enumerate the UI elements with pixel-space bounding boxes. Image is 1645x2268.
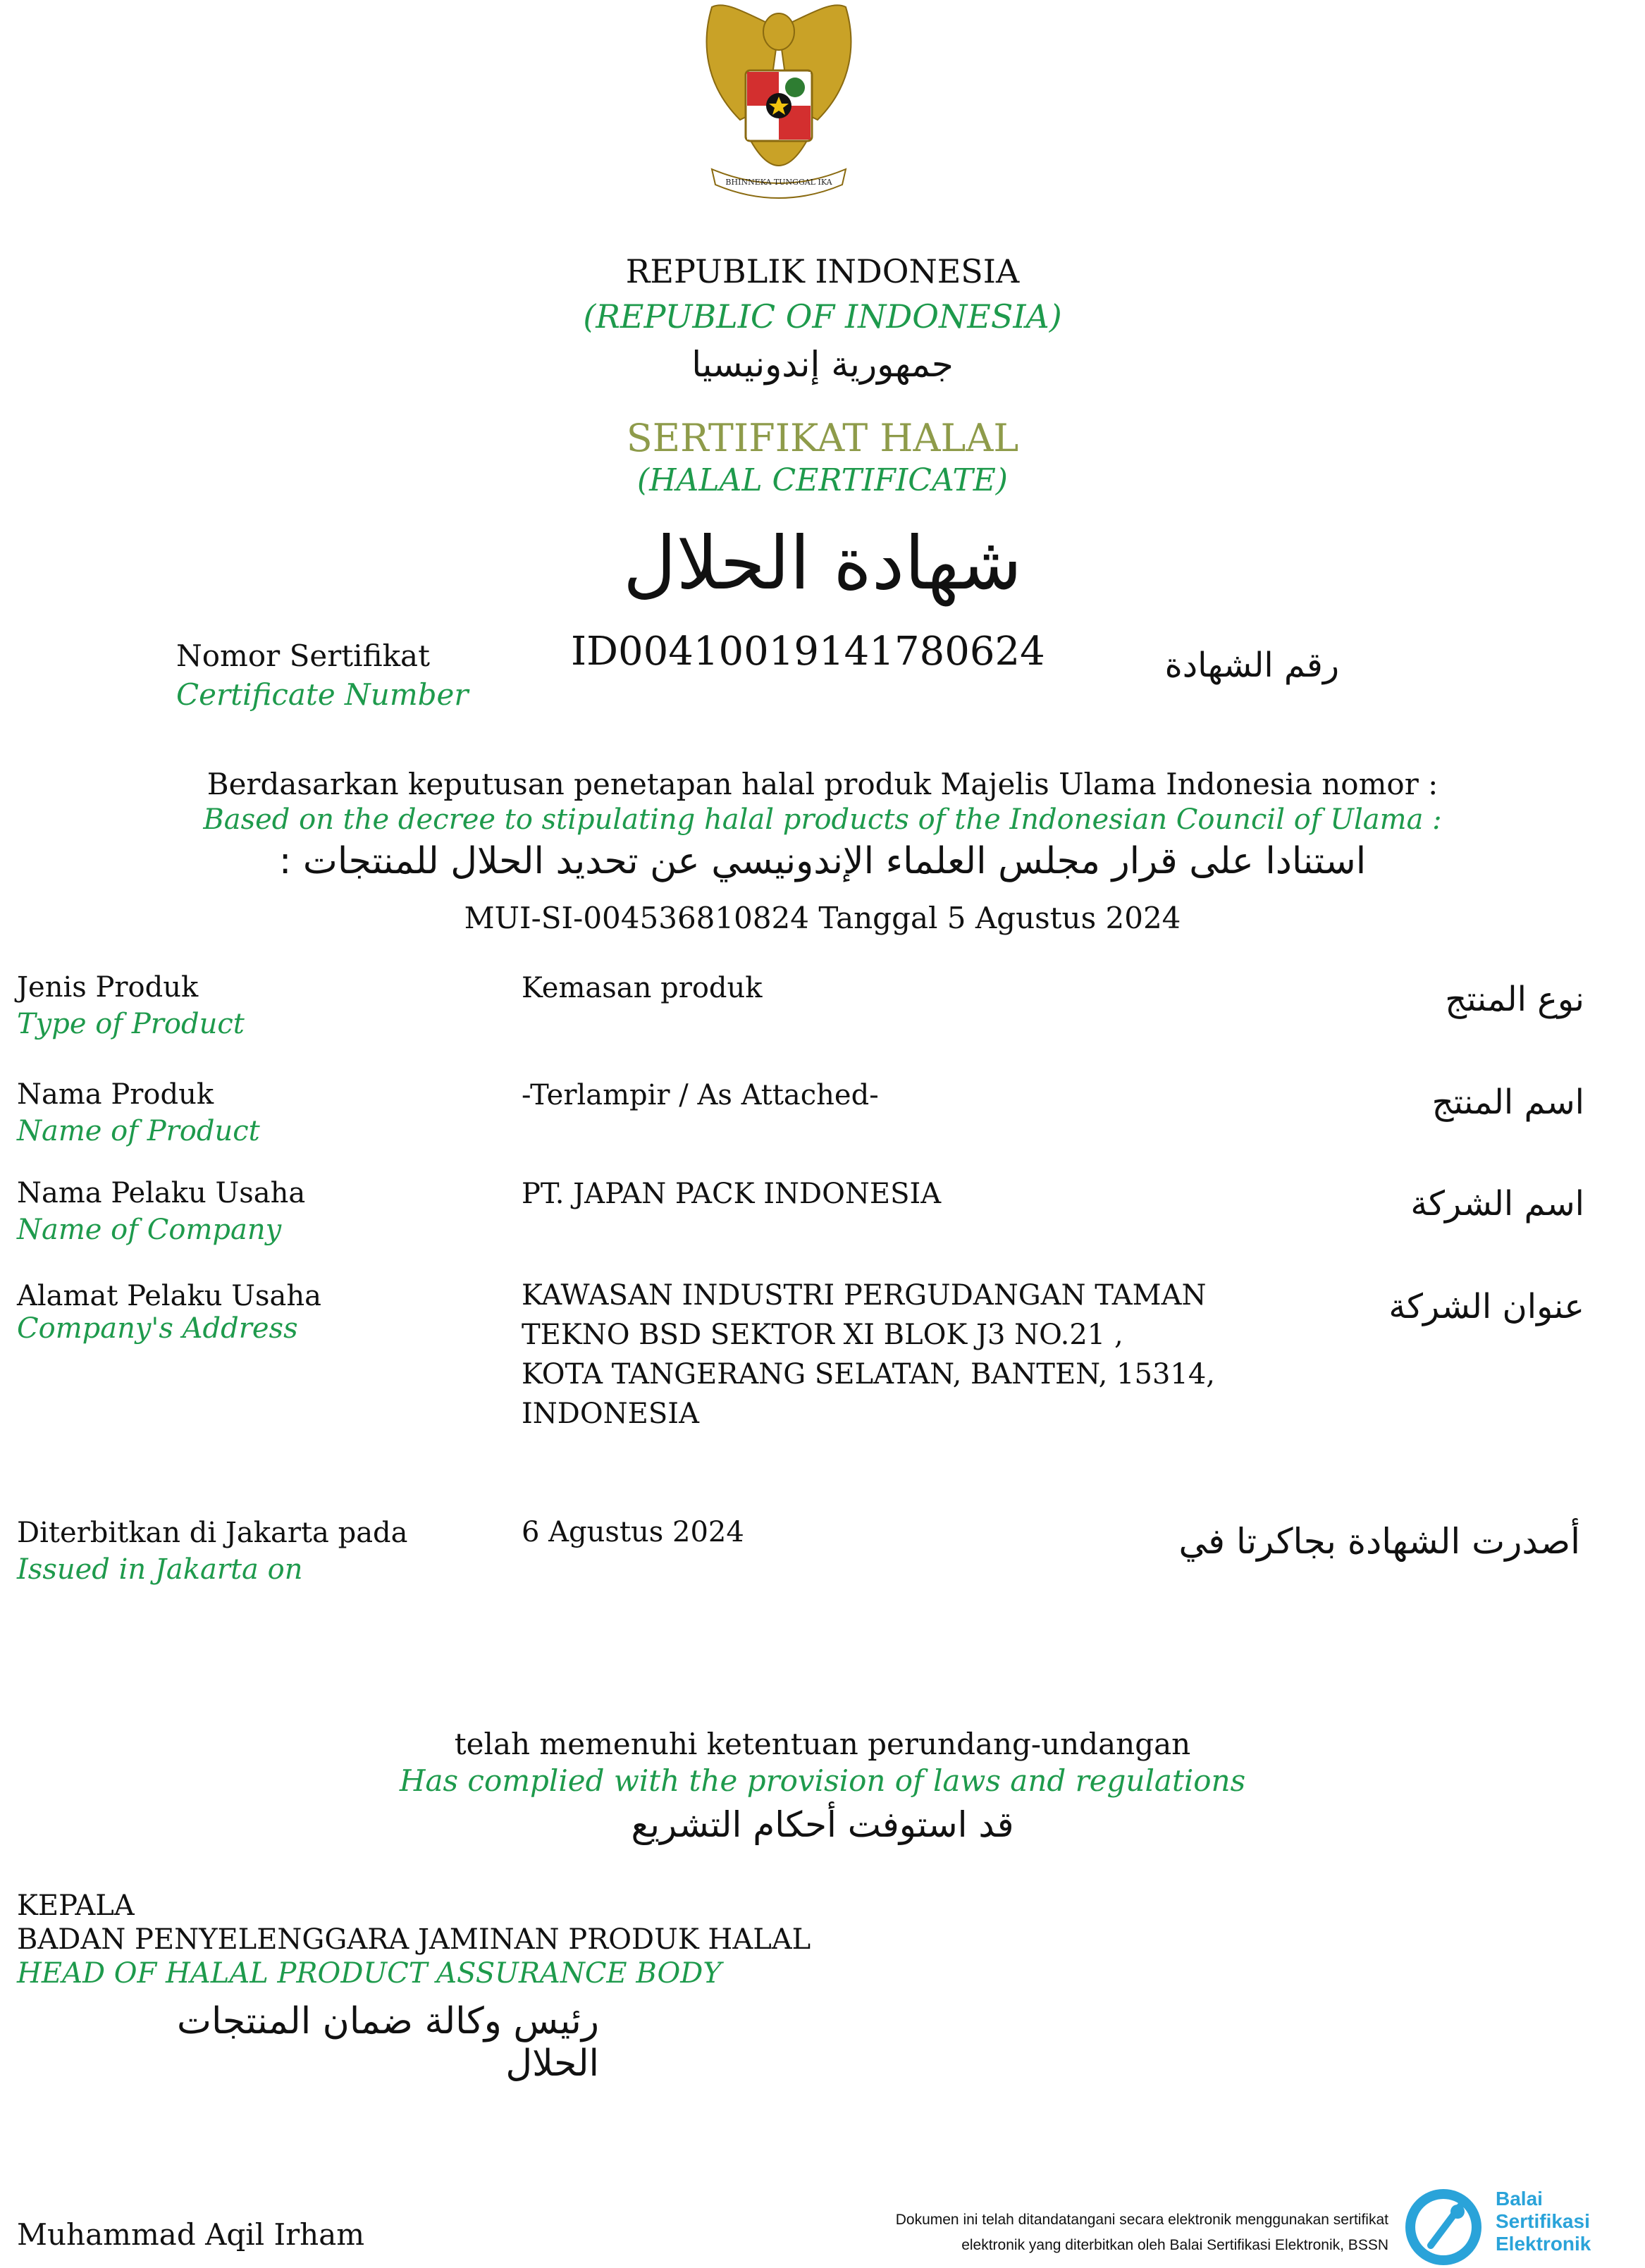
bsre-logo-icon <box>1403 2185 1487 2268</box>
electronic-signature-note <box>719 2207 1388 2258</box>
field-label <box>17 1177 305 1246</box>
compliance-line-id: telah memenuhi ketentuan perundang-undangan <box>454 1727 1191 1761</box>
note-line-2: elektronik yang diterbitkan oleh Balai Sertifikasi Elektronik, BSSN <box>961 2237 1388 2253</box>
field-value: -Terlampir / As Attached- <box>522 1079 879 1111</box>
certificate-number-label <box>176 639 468 712</box>
signatory-block <box>17 1889 811 1990</box>
field-label-ar: عنوان الشركة <box>1388 1287 1584 1326</box>
address-line: TEKNO BSD SEKTOR XI BLOK J3 NO.21 , <box>522 1319 1123 1351</box>
field-label-id: Nama Pelaku Usaha <box>17 1177 306 1209</box>
issued-label-id: Diterbitkan di Jakarta pada <box>17 1517 408 1549</box>
signatory-title-ar: رئيس وكالة ضمان المنتجات الحلال <box>177 2000 599 2085</box>
address-line: KAWASAN INDUSTRI PERGUDANGAN TAMAN <box>522 1279 1207 1312</box>
certificate-number-label-ar: رقم الشهادة <box>1164 646 1339 685</box>
field-label-ar: اسم المنتج <box>1431 1083 1584 1122</box>
compliance-line-ar: قد استوفت أحكام التشريع <box>631 1804 1014 1845</box>
issued-label-ar: أصدرت الشهادة بجاكرتا في <box>1178 1521 1580 1562</box>
field-label-id: Nama Produk <box>17 1078 214 1111</box>
compliance-line-en: Has complied with the provision of laws and regulations <box>399 1763 1246 1798</box>
decree-line-id: Berdasarkan keputusan penetapan halal produk Majelis Ulama Indonesia nomor : <box>207 767 1438 801</box>
certificate-title-en: (HALAL CERTIFICATE) <box>637 462 1008 498</box>
certificate-title-id: SERTIFIKAT HALAL <box>626 416 1019 460</box>
field-label-ar: نوع المنتج <box>1445 980 1584 1019</box>
bsre-logo-text <box>1496 2188 1591 2255</box>
garuda-emblem <box>663 0 895 204</box>
issued-date: 6 Agustus 2024 <box>522 1516 744 1548</box>
field-value: Kemasan produk <box>522 972 763 1004</box>
emblem-motto: BHINNEKA TUNGGAL IKA <box>725 178 832 187</box>
issued-label-en: Issued in Jakarta on <box>17 1553 303 1586</box>
field-label <box>17 971 245 1040</box>
certificate-number-label-id: Nomor Sertifikat <box>176 639 430 673</box>
field-label-en: Company's Address <box>17 1312 298 1345</box>
decree-line-en: Based on the decree to stipulating halal products of the Indonesian Council of Ulama : <box>203 803 1442 836</box>
field-label-en: Type of Product <box>17 1008 245 1040</box>
field-label <box>17 1078 260 1147</box>
country-title-ar: جمهورية إندونيسيا <box>691 344 954 385</box>
signatory-title-2: BADAN PENYELENGGARA JAMINAN PRODUK HALAL <box>17 1923 811 1956</box>
field-label-id: Jenis Produk <box>17 971 199 1004</box>
issued-label <box>17 1517 408 1586</box>
certificate-number: ID00410019141780624 <box>571 629 1045 674</box>
field-label-ar: اسم الشركة <box>1410 1184 1584 1224</box>
certificate-title-ar: شهادة الحلال <box>623 520 1022 606</box>
country-title-id: REPUBLIK INDONESIA <box>625 252 1020 290</box>
address-line: KOTA TANGERANG SELATAN, BANTEN, 15314, <box>522 1358 1216 1391</box>
country-title-en: (REPUBLIC OF INDONESIA) <box>583 297 1062 335</box>
address-line: INDONESIA <box>522 1398 699 1430</box>
note-line-1: Dokumen ini telah ditandatangani secara elektronik menggunakan sertifikat <box>895 2212 1388 2228</box>
decree-reference: MUI-SI-004536810824 Tanggal 5 Agustus 2024 <box>464 901 1181 935</box>
field-label-id: Alamat Pelaku Usaha <box>17 1280 321 1312</box>
signatory-name: Muhammad Aqil Irham <box>17 2217 365 2252</box>
signatory-title-en: HEAD OF HALAL PRODUCT ASSURANCE BODY <box>17 1957 722 1990</box>
bsre-logo-line-3: Elektronik <box>1496 2233 1591 2255</box>
field-value: PT. JAPAN PACK INDONESIA <box>522 1178 942 1210</box>
signatory-title-1: KEPALA <box>17 1890 135 1922</box>
field-value <box>522 1276 1215 1434</box>
bsre-logo-line-2: Sertifikasi <box>1496 2210 1590 2232</box>
decree-line-ar: استنادا على قرار مجلس العلماء الإندونيسي عن تحديد الحلال للمنتجات : <box>278 840 1367 882</box>
field-label-en: Name of Company <box>17 1214 282 1246</box>
bsre-logo-line-1: Balai <box>1496 2188 1543 2210</box>
field-label-en: Name of Product <box>17 1115 260 1147</box>
certificate-number-label-en: Certificate Number <box>176 677 469 712</box>
field-label <box>17 1280 321 1345</box>
